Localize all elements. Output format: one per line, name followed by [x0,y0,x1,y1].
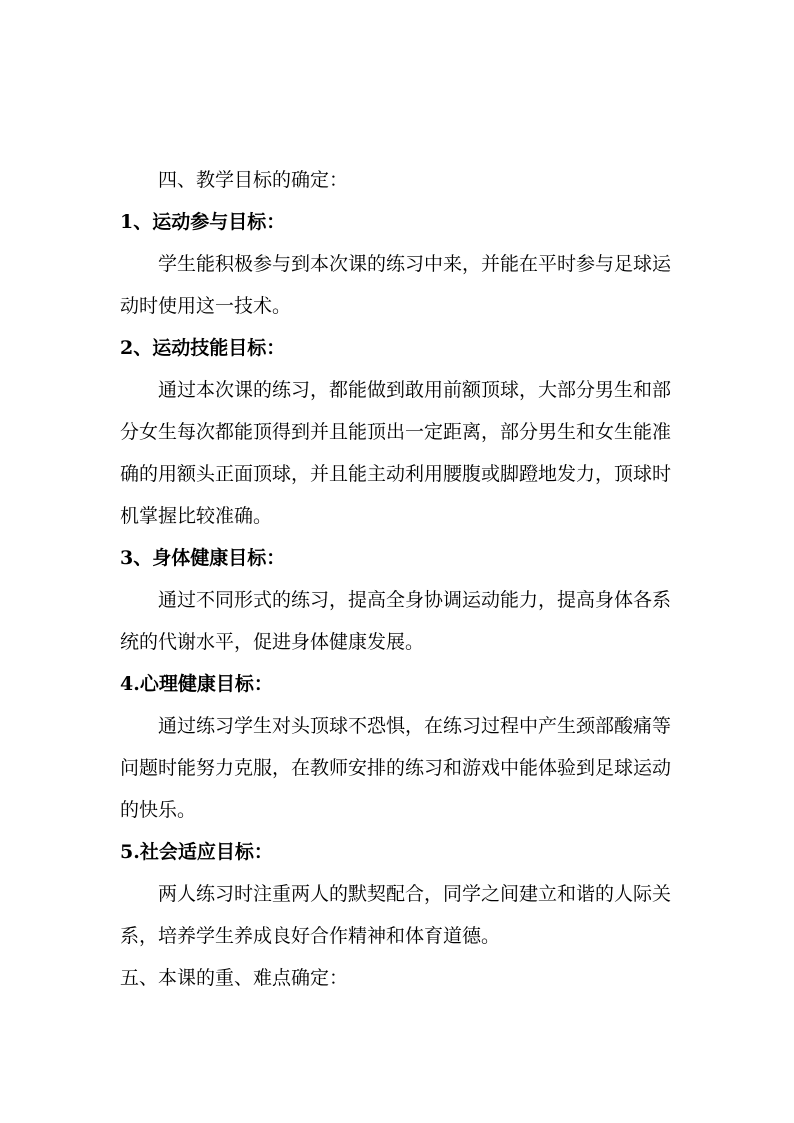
goal-5-heading: 5.社会适应目标： [120,841,273,863]
goal-4-paragraph-line: 的快乐。 [120,799,197,821]
section-5-heading: 五、本课的重、难点确定： [120,967,349,989]
goal-4-paragraph-line: 通过练习学生对头顶球不恐惧，在练习过程中产生颈部酸痛等 [158,715,672,737]
goal-3-heading: 3、身体健康目标： [120,547,286,569]
goal-4-paragraph-line: 问题时能努力克服，在教师安排的练习和游戏中能体验到足球运动 [120,757,672,779]
goal-1-paragraph-line: 动时使用这一技术。 [120,295,292,317]
goal-3-paragraph-line: 通过不同形式的练习，提高全身协调运动能力，提高身体各系 [158,589,672,611]
goal-1-paragraph-line: 学生能积极参与到本次课的练习中来，并能在平时参与足球运 [158,253,672,275]
goal-2-paragraph-line: 通过本次课的练习，都能做到敢用前额顶球，大部分男生和部 [158,379,672,401]
goal-4-heading: 4.心理健康目标： [120,673,273,695]
goal-2-paragraph-line: 分女生每次都能顶得到并且能顶出一定距离，部分男生和女生能准 [120,421,672,443]
goal-3-paragraph-line: 统的代谢水平，促进身体健康发展。 [120,631,425,653]
goal-5-paragraph-line: 两人练习时注重两人的默契配合，同学之间建立和谐的人际关 [158,883,672,905]
goal-2-heading: 2、运动技能目标： [120,337,286,359]
goal-5-paragraph-line: 系，培养学生养成良好合作精神和体育道德。 [120,925,501,947]
goal-1-heading: 1、运动参与目标： [120,211,286,233]
goal-2-paragraph-line: 确的用额头正面顶球，并且能主动利用腰腹或脚蹬地发力，顶球时 [120,463,672,485]
section-4-heading: 四、教学目标的确定： [158,169,349,191]
goal-2-paragraph-line: 机掌握比较准确。 [120,505,273,527]
